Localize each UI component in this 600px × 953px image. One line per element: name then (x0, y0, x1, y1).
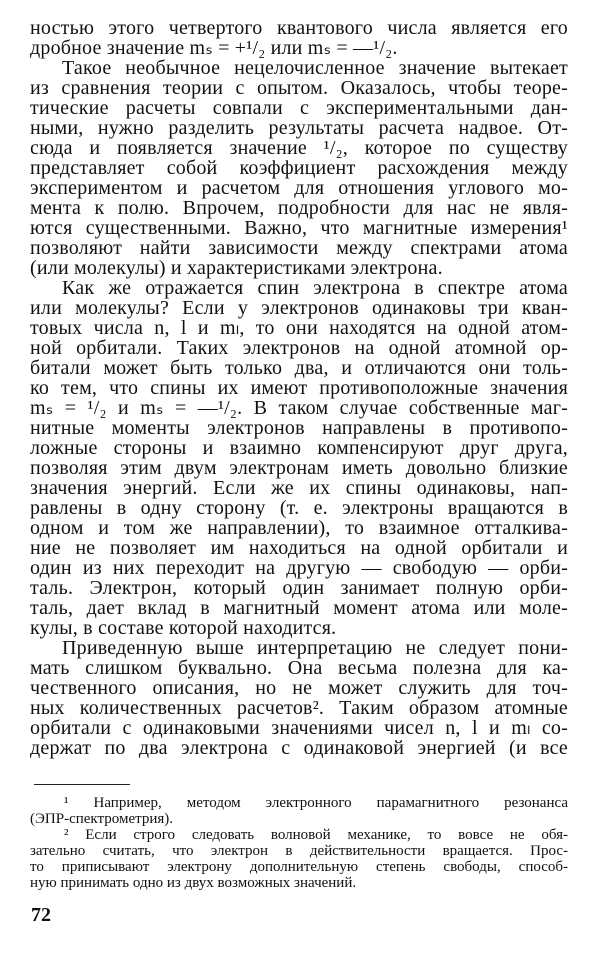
text-line: представляет собой коэффициент расхождения между (30, 157, 568, 179)
text-line: из сравнения теории с опытом. Оказалось, чтобы теоре- (30, 77, 568, 99)
text-line: позволяют найти зависимости между спектрами атома (30, 237, 568, 259)
text-line: Как же отражается спин электрона в спектре атома (62, 277, 568, 299)
text-line: экспериментом и расчетом для отношения углового мо- (30, 177, 568, 199)
text-line: (или молекулы) и характеристиками электрона. (30, 257, 443, 279)
text-line: держат по два электрона с одинаковой энергией (и все (30, 737, 568, 759)
text-line: один из них переходит на другую — свободую — орби- (30, 557, 568, 579)
text-line: ко тем, что спины их имеют противоположные значения (30, 377, 568, 399)
footnote-line: зательно считать, что электрон в действительности вращается. Прос- (30, 843, 568, 859)
text-line: ностью этого четвертого квантового числа является его (30, 17, 568, 39)
text-line: тические расчеты совпали с экспериментальными дан- (30, 97, 568, 119)
text-line: ются существенными. Важно, что магнитные измерения¹ (30, 217, 568, 239)
text-line: ной орбитали. Таких электронов на одной атомной ор- (30, 337, 568, 359)
text-line: или молекулы? Если у электронов одинаковы три кван- (30, 297, 568, 319)
text-line: таль. Электрон, который один занимает полную орби- (30, 577, 568, 599)
footnote-divider (34, 784, 130, 785)
text-line: дробное значение mₛ = +¹/₂ или mₛ = —¹/₂. (30, 37, 398, 59)
text-line: Приведенную выше интерпретацию не следует пони- (62, 637, 568, 659)
text-line: Такое необычное нецелочисленное значение вытекает (62, 57, 568, 79)
footnote-line: ную принимать одно из двух возможных значений. (30, 875, 357, 891)
text-line: mₛ = ¹/₂ и mₛ = —¹/₂. В таком случае собственные маг- (30, 397, 568, 419)
text-line: ложные стороны и взаимно компенсируют друг друга, (30, 437, 568, 459)
text-line: сюда и появляется значение ¹/₂, которое по существу (30, 137, 568, 159)
text-line: мента к полю. Впрочем, подробности для нас не явля- (30, 197, 568, 219)
text-line: чественного описания, но не может служить для точ- (30, 677, 568, 699)
text-line: кулы, в составе которой находится. (30, 617, 337, 639)
text-line: равлены в одну сторону (т. е. электроны вращаются в (30, 497, 568, 519)
footnotes (30, 795, 568, 891)
text-line: товых числа n, l и mₗ, то они находятся на одной атом- (30, 317, 568, 339)
text-line: ных количественных расчетов². Таким образом атомные (30, 697, 568, 719)
footnote-line: ² Если строго следовать волновой механике, то вовсе не обя- (64, 827, 568, 843)
text-line: значения энергий. Если же их спины одинаковы, нап- (30, 477, 568, 499)
text-line: орбитали с одинаковыми значениями чисел n, l и mₗ со- (30, 717, 568, 739)
footnote-line: то приписывают электрону дополнительную степень свободы, способ- (30, 859, 568, 875)
body-text (30, 18, 568, 758)
text-line: ными, нужно разделить результаты расчета надвое. От- (30, 117, 568, 139)
footnote-line: ¹ Например, методом электронного парамагнитного резонанса (64, 795, 568, 811)
text-line: битали может быть только два, и отличаются они толь- (30, 357, 568, 379)
text-line: позволяя этим двум электронам иметь довольно близкие (30, 457, 568, 479)
text-line: ние не позволяет им находиться на одной орбитали и (30, 537, 568, 559)
text-line: одном и том же направлении), то взаимное отталкива- (30, 517, 568, 539)
text-line: нитные моменты электронов направлены в противопо- (30, 417, 568, 439)
text-line: мать слишком буквально. Она весьма полезна для ка- (30, 657, 568, 679)
footnote-line: (ЭПР-спектрометрия). (30, 811, 174, 827)
page-number: 72 (31, 904, 51, 926)
text-line: таль, дает вклад в магнитный момент атома или моле- (30, 597, 568, 619)
